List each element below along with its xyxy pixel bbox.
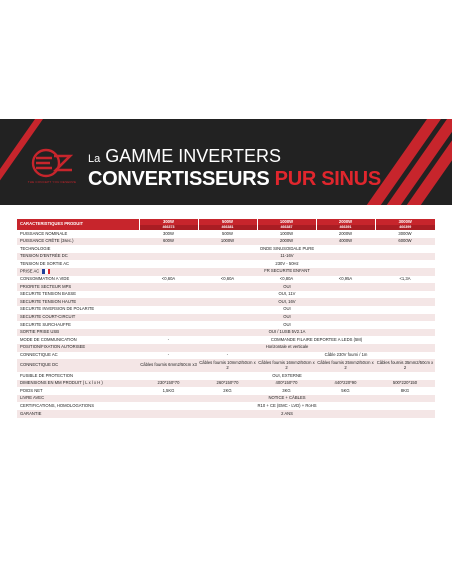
table-row (17, 380, 435, 388)
table-cell: Câbles fournis 16mm2/50cm x 2 (257, 359, 316, 372)
table-cell: 440*220*90 (316, 380, 375, 388)
table-row (17, 344, 435, 352)
table-cell: <1,3A (375, 276, 435, 284)
row-label-text: SECURITE INVERSION DE POLARITE (20, 306, 95, 312)
model-code: 466391 (316, 225, 375, 230)
row-label (17, 276, 139, 284)
table-cell: 230*150*70 (139, 380, 198, 388)
table-cell: R10 + CE (EMC - LVD) + RoHS (139, 402, 435, 410)
spec-table (17, 219, 435, 418)
table-cell: 600W (139, 238, 198, 246)
row-label (17, 344, 139, 352)
table-row (17, 268, 435, 276)
table-cell: 4000W (316, 238, 375, 246)
row-label-text: SECURITE SURCHAUFFE (20, 321, 71, 327)
table-cell: 1000W (198, 238, 257, 246)
table-cell: OUI (139, 283, 435, 291)
model-header: 500W (198, 219, 257, 225)
table-cell: FR SECURITE ENFANT (139, 268, 435, 276)
table-row (17, 253, 435, 261)
row-label-text: PUISSANCE CRÊTE (3sec.) (20, 238, 74, 244)
table-row (17, 230, 435, 238)
row-label-text: CONSOMMATION A VIDE (20, 276, 70, 282)
table-cell: Câbles fournis 35mm2/50cm x 2 (375, 359, 435, 372)
table-cell: OUI, EXTERNE (139, 372, 435, 380)
title-prefix: La (88, 153, 101, 165)
table-row (17, 395, 435, 403)
row-label-text: PUISSANCE NOMINALE (20, 230, 68, 236)
table-row (17, 387, 435, 395)
table-row (17, 238, 435, 246)
brand-logo (22, 146, 78, 186)
row-label-text: CONNECTIQUE AC (20, 352, 58, 357)
row-label (17, 230, 139, 238)
table-cell: 230V - 50Hz (139, 260, 435, 268)
table-cell: 2KG (198, 387, 257, 395)
table-cell: OUI (139, 306, 435, 314)
row-label-text: TECHNOLOGIE (20, 245, 51, 251)
table-cell: OUI, 16V (139, 298, 435, 306)
row-label-text: PRIORITE SECTEUR MPS (20, 283, 72, 289)
table-cell: 500*220*150 (375, 380, 435, 388)
title-main: GAMME INVERTERS (105, 146, 281, 166)
table-row (17, 372, 435, 380)
row-label (17, 410, 139, 418)
model-header: 300W (139, 219, 198, 225)
table-row (17, 291, 435, 299)
row-label-text: MODE DE COMMUNICATION (20, 336, 77, 342)
row-label (17, 306, 139, 314)
french-flag-icon (42, 269, 50, 274)
row-label (17, 352, 139, 360)
table-row (17, 245, 435, 253)
table-cell: 3000W (375, 230, 435, 238)
row-label-text: LIVRE AVEC (20, 395, 45, 401)
table-cell: - (139, 336, 198, 344)
row-label-text: SECURITE TENSION BASSE (20, 291, 77, 297)
table-row (17, 359, 435, 372)
row-label (17, 336, 139, 344)
table-cell: 8KG (375, 387, 435, 395)
table-row (17, 336, 435, 344)
row-label (17, 291, 139, 299)
table-row (17, 402, 435, 410)
table-cell: Horizontale et verticale (139, 344, 435, 352)
row-label (17, 329, 139, 337)
row-label (17, 395, 139, 403)
table-cell: <0,60A (198, 276, 257, 284)
page-title-line1 (88, 146, 281, 169)
table-cell: 2000W (257, 238, 316, 246)
table-cell: <0,80A (257, 276, 316, 284)
row-label (17, 245, 139, 253)
row-label (17, 372, 139, 380)
row-label (17, 283, 139, 291)
table-row (17, 321, 435, 329)
row-label-text: GARANTIE (20, 410, 42, 416)
row-label-text: TENSION DE SORTIE AC (20, 260, 70, 266)
row-label (17, 387, 139, 395)
model-header: 3000W (375, 219, 435, 225)
table-row (17, 283, 435, 291)
row-label-text: CERTIFICATIONS, HOMOLOGATIONS (20, 402, 94, 408)
model-header: 1000W (257, 219, 316, 225)
row-label (17, 298, 139, 306)
table-cell: <0,60A (139, 276, 198, 284)
model-code: 466381 (198, 225, 257, 230)
table-cell: 5KG (316, 387, 375, 395)
table-cell: ONDE SINUSOIDALE PURE (139, 245, 435, 253)
table-cell: Câbles fournis 25mm2/50cm x 2 (316, 359, 375, 372)
table-cell: 2 ANS (139, 410, 435, 418)
table-cell: 2000W (316, 230, 375, 238)
table-cell: 11-16V (139, 253, 435, 261)
row-label-text: SECURITE TENSION HAUTE (20, 298, 77, 304)
row-label-text: TENSION D'ENTRÉE DC (20, 253, 68, 259)
title-line2-accent: PUR SINUS (274, 168, 381, 190)
table-cell: Câbles fournis 6mm2/50cm x3 (139, 359, 198, 372)
table-cell: OUI / 1USB 5V2.1A (139, 329, 435, 337)
row-label (17, 268, 139, 276)
table-cell: OUI (139, 314, 435, 322)
row-label (17, 253, 139, 261)
title-line2-main: CONVERTISSEURS (88, 168, 270, 190)
logo-tagline: THE CONCEPT YOU DESERVE (27, 180, 77, 184)
table-cell: COMMANDE FILAIRE DEPORTEE A LEDS (5M) (198, 336, 435, 344)
table-cell: OUI, 11V (139, 291, 435, 299)
table-row (17, 276, 435, 284)
model-code: 466387 (257, 225, 316, 230)
row-label (17, 380, 139, 388)
table-cell: 500W (198, 230, 257, 238)
row-label-text: SECURITE COURT-CIRCUIT (20, 314, 76, 320)
row-label-text: POSITION/FIXATION AUTORISEE (20, 344, 86, 350)
row-label-text: PRISE AC (20, 268, 40, 274)
table-cell: 1000W (257, 230, 316, 238)
table-row (17, 410, 435, 418)
row-label-text: POIDS NET (20, 387, 43, 393)
table-cell: Câble 230V fourni / 1m (257, 352, 435, 360)
row-label (17, 260, 139, 268)
table-row (17, 260, 435, 268)
page-title-line2 (88, 168, 381, 190)
table-cell: 6000W (375, 238, 435, 246)
table-header-label: CARACTERISTIQUES PRODUIT (17, 219, 139, 230)
table-cell: - (198, 352, 257, 360)
table-cell: <0,95A (316, 276, 375, 284)
table-row (17, 306, 435, 314)
table-cell: Câbles fournis 10mm2/50cm x 2 (198, 359, 257, 372)
ez-logo-icon (30, 146, 74, 180)
model-code: 466399 (375, 225, 435, 230)
table-row (17, 314, 435, 322)
table-row (17, 298, 435, 306)
row-label (17, 402, 139, 410)
table-cell: - (139, 352, 198, 360)
row-label-text: CONNECTIQUE DC (20, 362, 59, 368)
table-cell: OUI (139, 321, 435, 329)
model-code: 466373 (139, 225, 198, 230)
table-cell: 260*150*70 (198, 380, 257, 388)
spec-table-body (17, 230, 435, 418)
table-cell: 1,5KG (139, 387, 198, 395)
row-label (17, 321, 139, 329)
model-header: 2000W (316, 219, 375, 225)
table-cell: NOTICE + CÂBLES (139, 395, 435, 403)
row-label (17, 359, 139, 372)
row-label-text: FUSIBLE DE PROTECTION (20, 372, 74, 378)
table-row (17, 329, 435, 337)
row-label (17, 314, 139, 322)
table-cell: 400*150*70 (257, 380, 316, 388)
row-label-text: SORTIE PRISE USB (20, 329, 60, 335)
table-cell: 300W (139, 230, 198, 238)
row-label-text: DIMENSIONS EN MM PRODUIT ( L x l x H ) (20, 380, 103, 386)
table-row (17, 352, 435, 360)
table-cell: 3KG (257, 387, 316, 395)
row-label (17, 238, 139, 246)
